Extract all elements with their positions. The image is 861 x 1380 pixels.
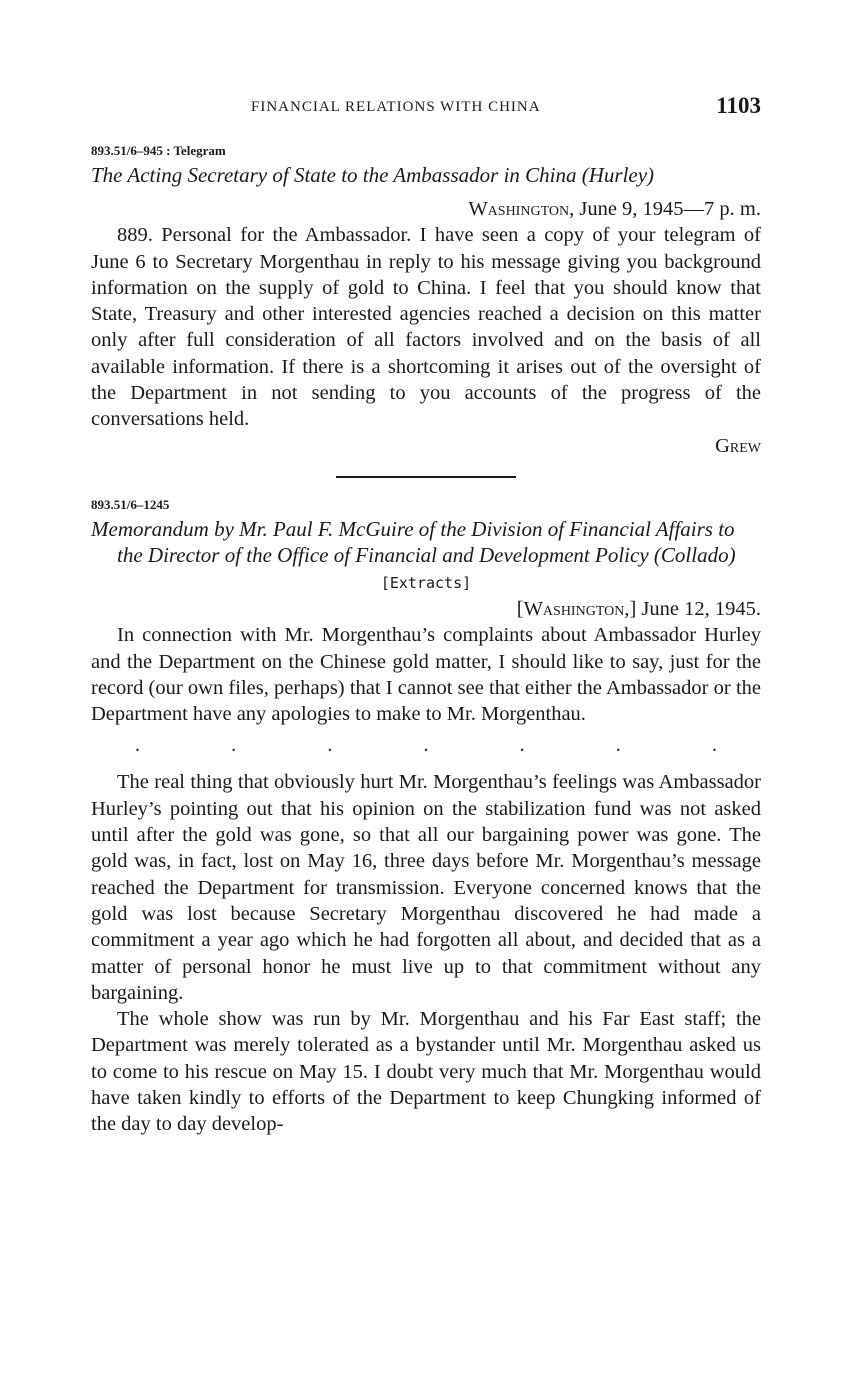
body-paragraph: 889. Personal for the Ambassador. I have seen a copy of your telegram of June 6 to Secretary Morgenthau in reply to his message giving you background information on the supply of gold to China. I feel that you should know that State, Treasury and other interested agencies reached a decision on this matter only after full consideration of all factors involved and on the basis of all available information. If there is a shortcoming it arises out of the oversight of the Department in not sending to you accounts of the progress of the conversations held. <box>91 224 761 431</box>
omission-ellipsis: . . . . . . . <box>135 734 717 757</box>
file-number: 893.51/6–945 : Telegram <box>91 143 226 158</box>
body-paragraph: The whole show was run by Mr. Morgenthau and his Far East staff; the Department was merely tolerated as a bystander until Mr. Morgenthau asked us to come to his rescue on May 15. I doubt very much that Mr. Morgenthau would have taken kindly to efforts of the Department to keep Chungking informed of the day to day develop- <box>91 1008 761 1136</box>
page-number: 1103 <box>716 93 761 118</box>
dateline-place: Washington, <box>523 597 630 620</box>
dateline-place: Washington, <box>468 198 575 220</box>
memorandum-section <box>91 496 761 1138</box>
dateline-date: June 9, 1945—7 p. m. <box>574 198 761 220</box>
page-content <box>91 142 761 1138</box>
body-paragraph: In connection with Mr. Morgenthau’s complaints about Ambassador Hurley and the Department on the Chinese gold matter, I should like to say, just for the record (our own files, perhaps) that I cannot see that either the Ambassador or the Department have any apologies to make to Mr. Morgenthau. <box>91 624 761 726</box>
running-head: FINANCIAL RELATIONS WITH CHINA <box>251 99 541 115</box>
file-number: 893.51/6–1245 <box>91 496 170 512</box>
page-header <box>91 93 761 123</box>
dateline-date: ] June 12, 1945. <box>629 597 761 620</box>
dateline <box>91 196 761 222</box>
dateline: [Washington,] June 12, 1945. <box>516 597 761 620</box>
section-divider <box>336 476 516 478</box>
document-title: Memorandum by Mr. Paul F. McGuire of the Division of Financial Affairs to the Director of the Office of Financial and Development Policy (Collado) <box>91 516 736 567</box>
telegram-section <box>91 142 761 459</box>
extracts-label: [Extracts] <box>380 573 472 592</box>
body-paragraph: The real thing that obviously hurt Mr. Morgenthau’s feelings was Ambassador Hurley’s pointing out that his opinion on the stabilization fund was not asked until after the gold was gone, so that all our bargaining power was gone. The gold was, in fact, lost on May 16, three days before Mr. Morgenthau’s message reached the Department for transmission. Everyone concerned knows that the gold was lost because Secretary Morgenthau discovered he had made a commitment a year ago which he had forgotten all about, and decided that as a matter of personal honor he must live up to that commitment without any bargaining. <box>91 771 761 1004</box>
document-title: The Acting Secretary of State to the Ambassador in China (Hurley) <box>91 163 655 187</box>
signature: Grew <box>715 434 761 457</box>
